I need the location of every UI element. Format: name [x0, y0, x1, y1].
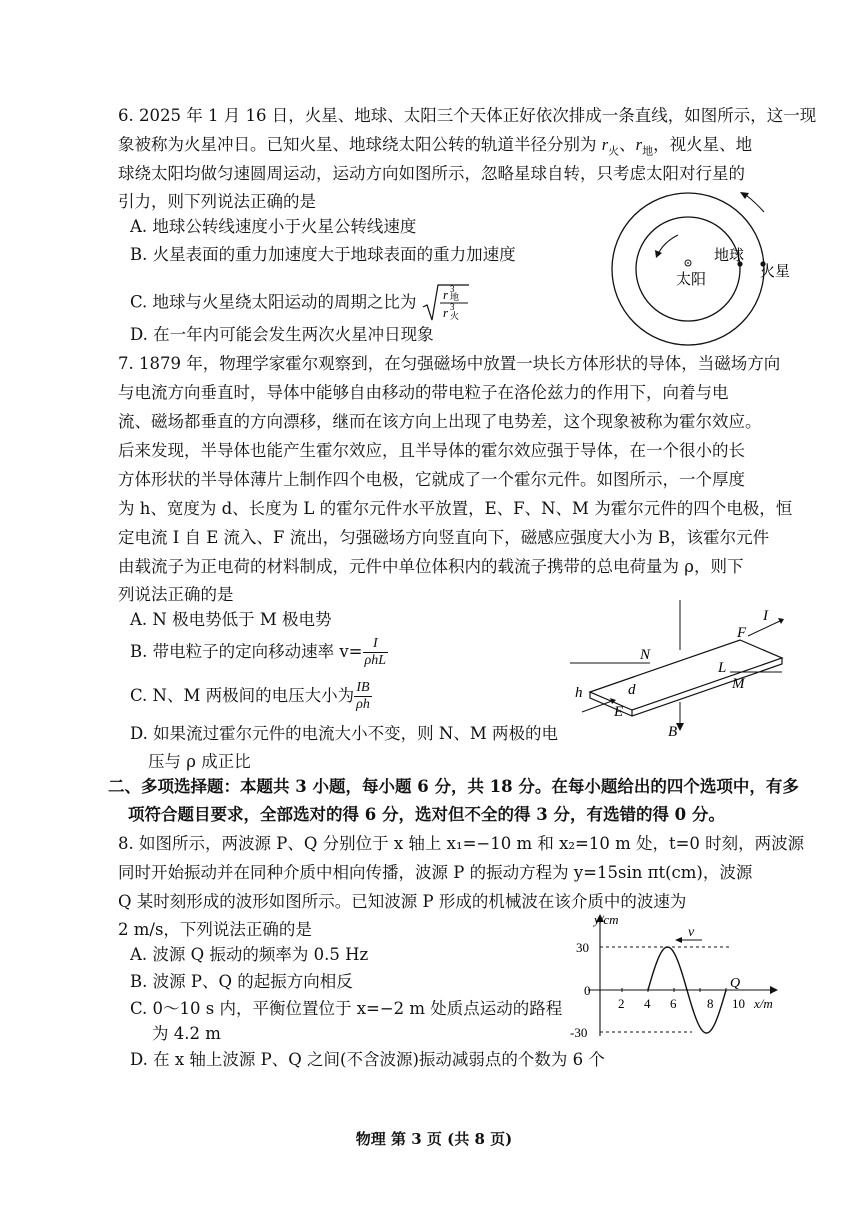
q6-option-a: A. 地球公转线速度小于火星公转线速度	[130, 217, 417, 236]
mars-motion-arrow	[746, 195, 764, 212]
section2-line1: 二、多项选择题：本题共 3 小题，每小题 6 分，共 18 分。在每小题给出的四个选项中，有多	[108, 777, 799, 796]
mars-label: 火星	[760, 264, 791, 280]
x-axis-label: x/m	[754, 996, 773, 1011]
label-F: F	[737, 625, 747, 641]
label-M: M	[732, 676, 745, 692]
q6-line2a: 象被称为火星冲日。已知火星、地球绕太阳公转的轨道半径分别为	[118, 135, 602, 154]
q8-option-b: B. 波源 P、Q 的起振方向相反	[130, 972, 353, 991]
q6-line4: 引力，则下列说法正确的是	[118, 192, 316, 211]
y-tick-30: 30	[576, 940, 589, 955]
q7-option-c-text: C. N、M 两极间的电压大小为	[130, 686, 355, 705]
q8-line1: 8. 如图所示，两波源 P、Q 分别位于 x 轴上 x₁=−10 m 和 x₂=10 m 处，t=0 时刻，两波源	[118, 834, 805, 853]
earth-label: 地球	[714, 248, 745, 264]
label-L: L	[718, 660, 727, 676]
label-I: I	[763, 608, 768, 624]
q7-option-c	[130, 680, 372, 713]
q7-c-fraction	[354, 680, 372, 713]
q7-line1: 7. 1879 年，物理学家霍尔观察到，在匀强磁场中放置一块长方体形状的导体，当磁场方向	[118, 354, 781, 373]
sun-label: 太阳	[676, 272, 707, 288]
q7-line6: 为 h、宽度为 d、长度为 L 的霍尔元件水平放置，E、F、N、M 为霍尔元件的四个电极，恒	[118, 499, 793, 518]
earth-orbit	[636, 217, 740, 321]
x-tick-2: 2	[618, 996, 625, 1011]
r-earth-sub: 地	[642, 144, 654, 158]
q6-option-b: B. 火星表面的重力加速度大于地球表面的重力加速度	[130, 245, 516, 264]
c-num-sup: 3	[449, 284, 455, 294]
q6-option-c	[130, 283, 470, 323]
sqrt-symbol	[422, 283, 470, 323]
hall-plate	[590, 640, 782, 710]
x-tick-8: 8	[707, 996, 714, 1011]
c-den-sup: 3	[449, 302, 455, 312]
label-B: B	[668, 724, 678, 740]
q7-line2: 与电流方向垂直时，导体中能够自由移动的带电粒子在洛伦兹力的作用下，向着与电	[118, 383, 729, 402]
q8-option-a: A. 波源 Q 振动的频率为 0.5 Hz	[130, 945, 369, 964]
c-den-sub: 火	[449, 311, 459, 321]
q6-line1: 6. 2025 年 1 月 16 日，火星、地球、太阳三个天体正好依次排成一条直线，如图所示，这一现	[118, 106, 817, 125]
q8-line2: 同时开始振动并在同种介质中相向传播，波源 P 的振动方程为 y=15sin πt(cm)，波源	[118, 863, 753, 882]
label-N: N	[640, 647, 651, 663]
q6-line2	[118, 133, 752, 163]
q7-b-fraction	[363, 636, 389, 669]
x-tick-6: 6	[670, 996, 677, 1011]
hall-element-diagram	[570, 600, 790, 750]
x-tick-4: 4	[644, 996, 651, 1011]
earth-motion-arrow	[658, 235, 678, 254]
q7-option-b-text: B. 带电粒子的定向移动速率 v=	[130, 642, 363, 661]
q7-line5: 方体形状的半导体薄片上制作四个电极，它就成了一个霍尔元件。如图所示，一个厚度	[118, 470, 745, 489]
c-num-sub: 地	[449, 292, 459, 302]
q7-c-den: ρh	[356, 697, 370, 712]
q8-option-c2: 为 4.2 m	[152, 1024, 221, 1043]
mars-orbit	[612, 193, 764, 345]
label-d: d	[628, 682, 636, 698]
q7-b-num: I	[363, 636, 389, 653]
r-mars-sub: 火	[608, 144, 620, 158]
label-E: E	[614, 704, 624, 720]
c-den-r: r	[442, 305, 448, 320]
q7-c-num: IB	[354, 680, 372, 697]
q7-option-b	[130, 636, 388, 669]
y-tick-m30: -30	[570, 1025, 588, 1040]
q6-option-d: D. 在一年内可能会发生两次火星冲日现象	[130, 325, 434, 344]
q-label: Q	[730, 976, 741, 991]
wave-graph	[560, 912, 790, 1042]
y-tick-0: 0	[584, 983, 591, 998]
q7-b-den: ρhL	[364, 653, 387, 668]
q6-option-c-text: C. 地球与火星绕太阳运动的周期之比为	[130, 292, 417, 312]
page-footer: 物理 第 3 页 (共 8 页)	[355, 1130, 513, 1148]
r-mars: r	[601, 135, 609, 154]
q8-option-c1: C. 0～10 s 内，平衡位置位于 x=−2 m 处质点运动的路程	[130, 999, 563, 1018]
q7-line4: 后来发现，半导体也能产生霍尔效应，且半导体的霍尔效应强于导体，在一个很小的长	[118, 441, 745, 460]
x-tick-10: 10	[732, 996, 745, 1011]
q7-line8: 由载流子为正电荷的材料制成，元件中单位体积内的载流子携带的总电荷量为 ρ，则下	[118, 557, 744, 576]
q6-line3: 球绕太阳均做匀速圆周运动，运动方向如图所示，忽略星球自转，只考虑太阳对行星的	[118, 164, 745, 183]
q7-line3: 流、磁场都垂直的方向漂移，继而在该方向上出现了电势差，这个现象被称为霍尔效应。	[118, 412, 762, 431]
r-earth: r	[635, 135, 643, 154]
label-h: h	[575, 685, 583, 701]
section2-line2: 项符合题目要求，全部选对的得 6 分，选对但不全的得 3 分，有选错的得 0 分。	[128, 805, 725, 824]
y-axis-label: y/cm	[594, 912, 619, 927]
q8-option-d: D. 在 x 轴上波源 P、Q 之间(不含波源)振动减弱点的个数为 6 个	[130, 1050, 605, 1069]
orbit-diagram	[596, 190, 796, 350]
q8-line4: 2 m/s，下列说法正确的是	[118, 920, 312, 939]
q7-line9: 列说法正确的是	[118, 585, 234, 604]
q7-option-a: A. N 极电势低于 M 极电势	[130, 610, 332, 629]
q6-line2b: ，视火星、地	[653, 135, 753, 154]
q6-sep: 、	[619, 135, 636, 154]
q7-option-d2: 压与 ρ 成正比	[148, 752, 251, 771]
c-num-r: r	[442, 287, 448, 302]
q7-option-d1: D. 如果流过霍尔元件的电流大小不变，则 N、M 两极的电	[130, 724, 558, 743]
q7-line7: 定电流 I 自 E 流入、F 流出，匀强磁场方向竖直向下，磁感应强度大小为 B，该霍尔元件	[118, 528, 770, 547]
velocity-label: v	[688, 925, 695, 940]
q8-line3: Q 某时刻形成的波形如图所示。已知波源 P 形成的机械波在该介质中的波速为	[118, 892, 687, 911]
